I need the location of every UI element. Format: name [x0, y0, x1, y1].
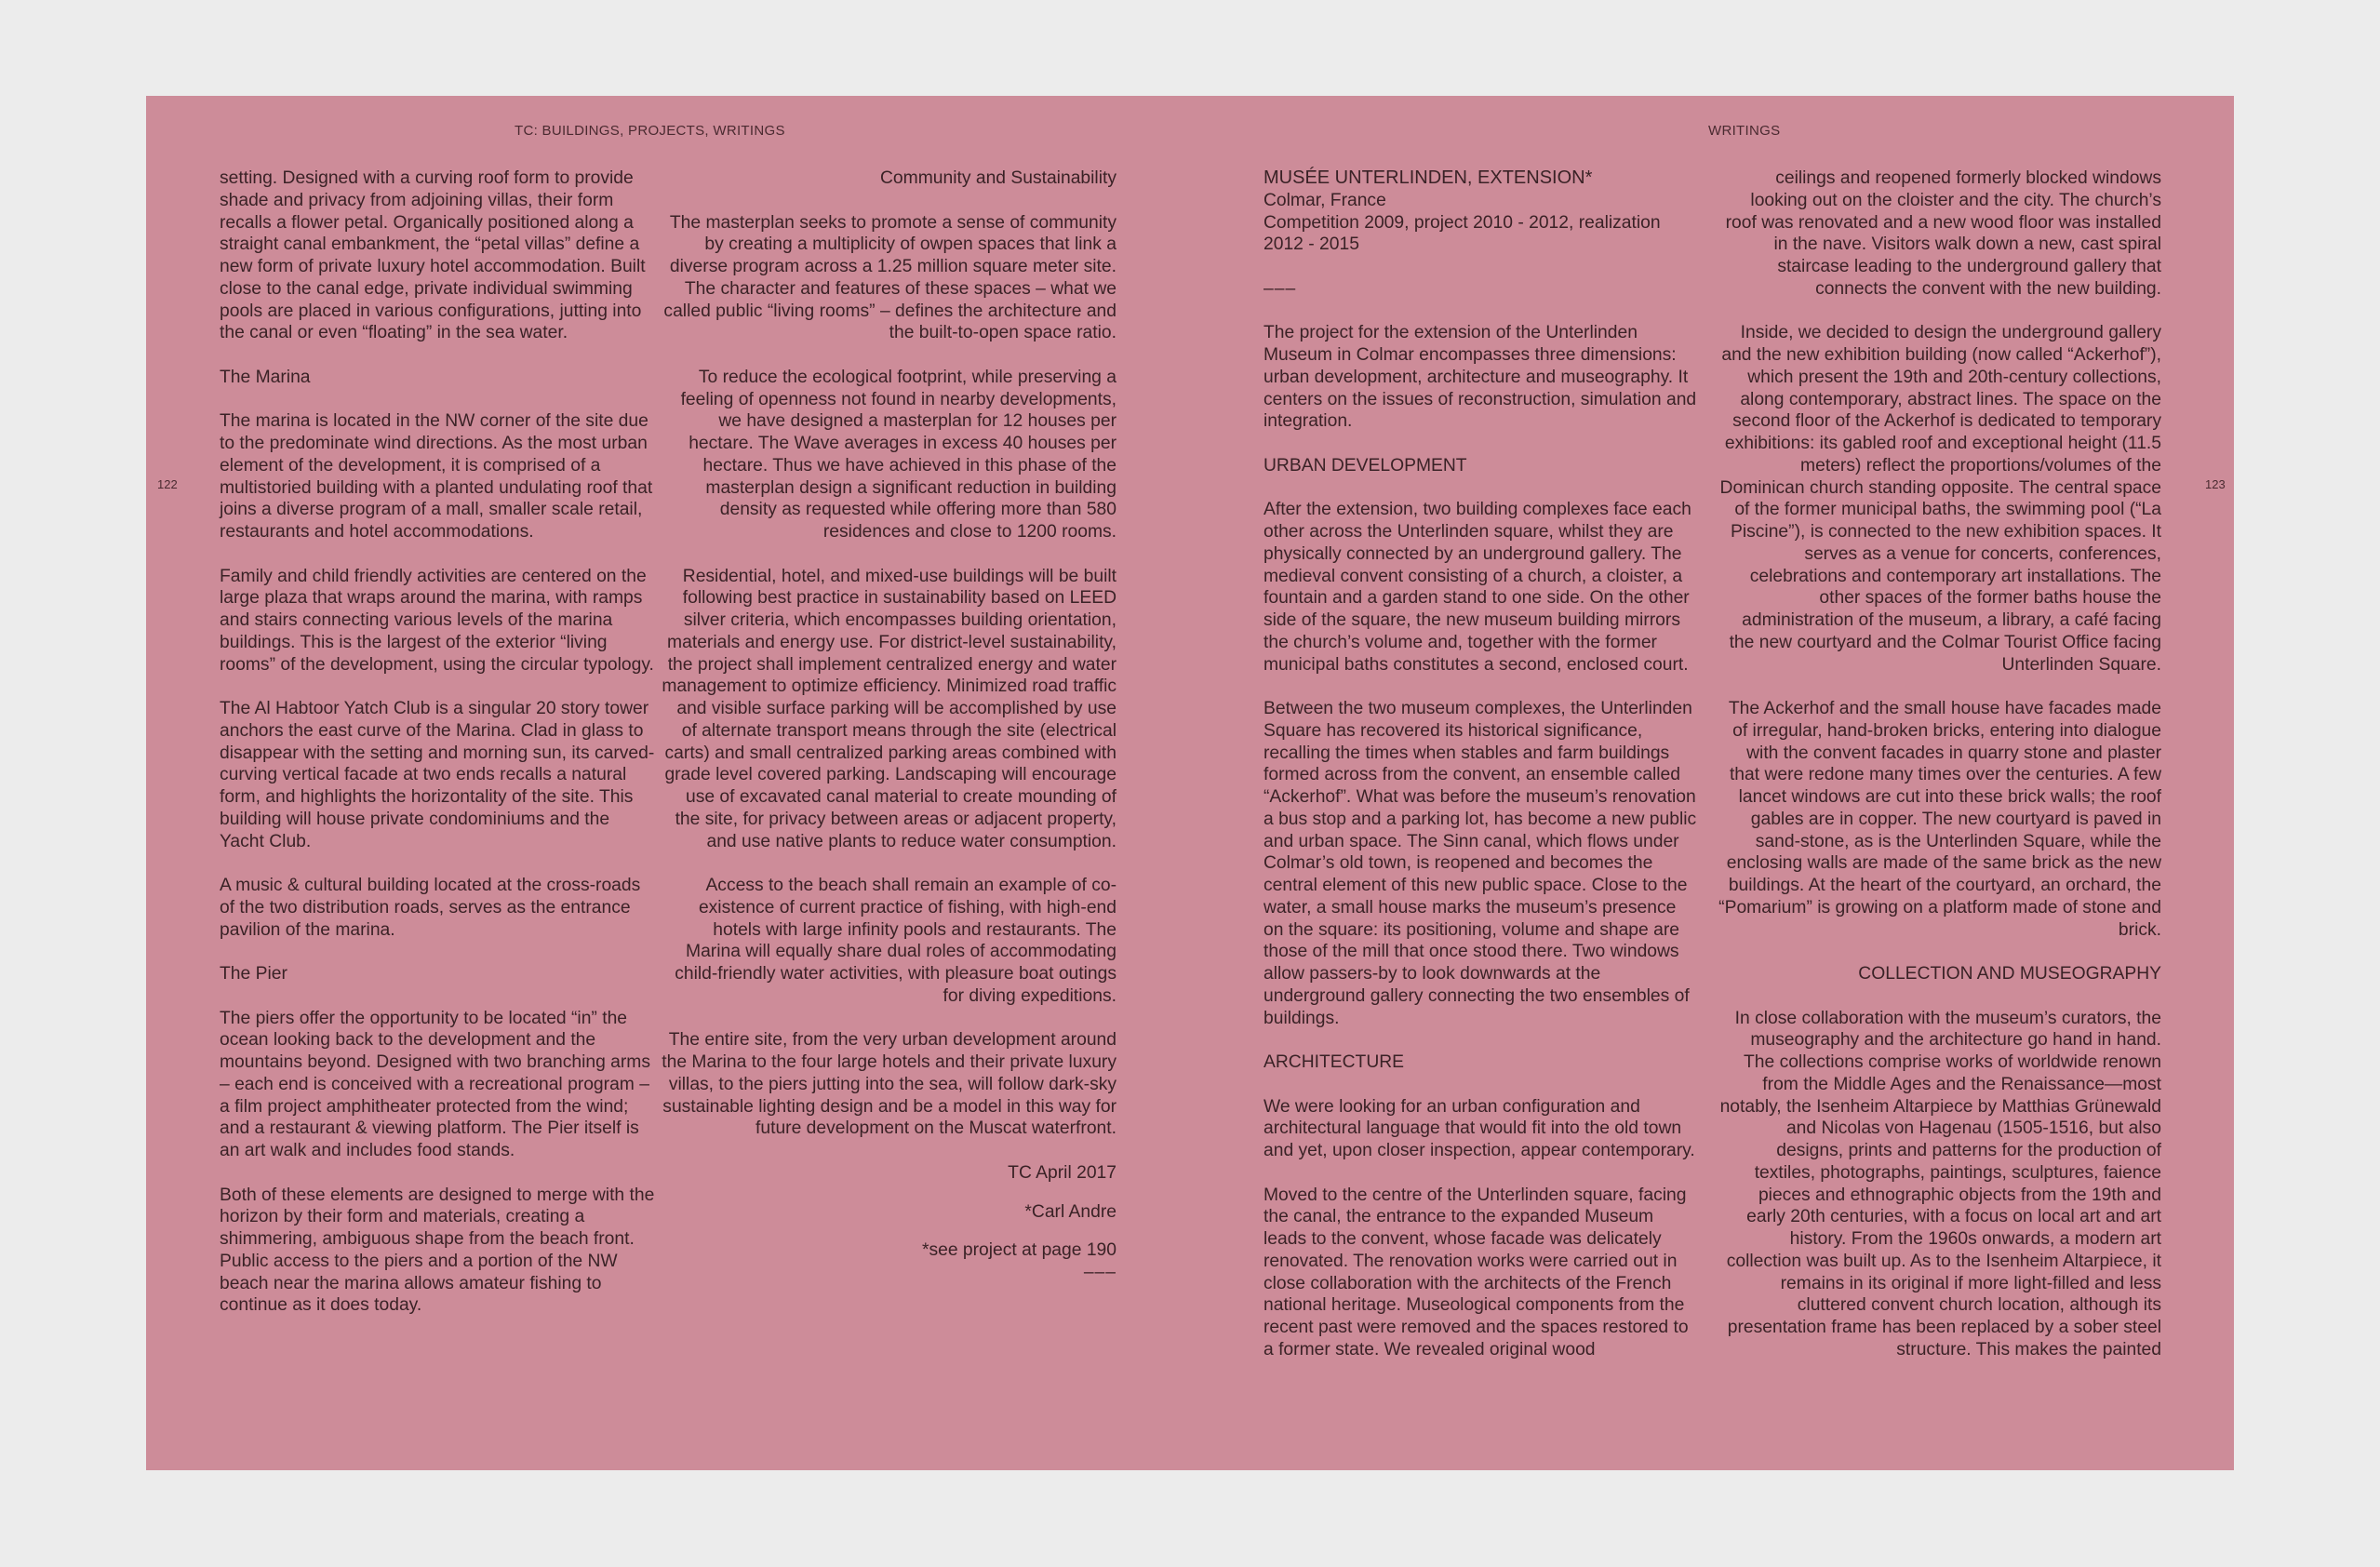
section-heading: Community and Sustainability — [880, 168, 1116, 188]
project-dates: Competition 2009, project 2010 - 2012, realization 2012 - 2015 — [1264, 212, 1661, 255]
paragraph: We were looking for an urban configuration and architectural language that would fit into the old town and yet, upon closer inspection, appear contemporary. — [1264, 1096, 1695, 1160]
paragraph: The piers offer the opportunity to be located “in” the ocean looking back to the development and the mountains beyond. Designed with two branching arms – each end is conceived with a recreational program – a film project amphitheater protected from the wind; and a restaurant & viewing platform. The Pier itself is an art walk and includes food stands. — [220, 1008, 651, 1160]
paragraph: In close collaboration with the museum’s curators, the museography and the architecture go hand in hand. The collections comprise works of worldwide renown from the Middle Ages and the Renaissance—most notably, the Isenheim Altarpiece by Matthias Grünewald and Nicolas von Hagenau (1505-1516, but also designs, prints and patterns for the production of textiles, photographs, paintings, sculptures, faience pieces and ethnographic objects from the 19th and early 20th centuries, with a focus on local art and art history. From the 1960s onwards, a modern art collection was built up. As to the Isenheim Altarpiece, it remains in its original if more light-filled and less cluttered convent church location, although its presentation frame has been replaced by a sober steel structure. This makes the painted — [1719, 1008, 2161, 1359]
paragraph: To reduce the ecological footprint, while preserving a feeling of openness not found in nearby developments, we have designed a masterplan for 12 houses per hectare. The Wave averages in excess 40 houses per hectare. Thus we have achieved in this phase of the masterplan design a significant reduction in building density as requested while offering more than 580 residences and close to 1200 rooms. — [680, 367, 1116, 542]
section-heading: ARCHITECTURE — [1264, 1052, 1405, 1072]
paragraph: The marina is located in the NW corner of the site due to the predominate wind directions. As the most urban element of the development, it is comprised of a multistoried building with a planted undulating roof that joins a diverse program of a mall, smaller scale retail, restaurants and hotel accommodations. — [220, 411, 653, 542]
column-3 — [1264, 167, 1701, 1361]
paragraph: Inside, we decided to design the underground gallery and the new exhibition building (now called “Ackerhof”), which present the 19th and 20th-century collections, along contemporary, abstract lines. The space on the second floor of the Ackerhof is dedicated to temporary exhibitions: its gabled roof and exceptional height (11.5 meters) reflect the proportions/volumes of the Dominican church standing opposite. The central space of the former municipal baths, the swimming pool (“La Piscine”), is connected to the new exhibition spaces. It serves as a venue for concerts, conferences, celebrations and contemporary art installations. The other spaces of the former baths house the administration of the museum, a library, a café facing the new courtyard and the Colmar Tourist Office facing Unterlinden Square. — [1719, 323, 2161, 675]
project-location: Colmar, France — [1264, 190, 1386, 210]
paragraph: setting. Designed with a curving roof form to provide shade and privacy from adjoining villas, their form recalls a flower petal. Organically positioned along a straight canal embankment, the “petal villas” define a new form of private luxury hotel accommodation. Built close to the canal edge, private individual swimming pools are placed in various configurations, jutting into the canal or even “floating” in the sea water. — [220, 168, 646, 343]
footnote: *Carl Andre — [1024, 1201, 1116, 1222]
divider: ––– — [1264, 278, 1297, 299]
paragraph: Residential, hotel, and mixed-use buildings will be built following best practice in sustainability based on LEED silver criteria, which encompasses building orientation, materials and energy use. For district-level sustainability, the project shall implement centralized energy and water management to optimize efficiency. Minimized road traffic and visible surface parking will be accomplished by use of alternate transport means through the site (electrical carts) and small centralized parking areas combined with grade level covered parking. Landscaping will encourage use of excavated canal material to create mounding of the site, for privacy between areas or adjacent property, and use native plants to reduce water consumption. — [662, 566, 1116, 851]
paragraph: ceilings and reopened formerly blocked windows looking out on the cloister and the city. The church’s roof was renovated and a new wood floor was installed in the nave. Visitors walk down a new, cast spiral staircase leading to the underground gallery that connects the convent with the new building. — [1725, 168, 2161, 299]
signature-date: TC April 2017 — [1008, 1162, 1116, 1183]
footnote: *see project at page 190 — [921, 1240, 1116, 1261]
paragraph: Access to the beach shall remain an example of co-existence of current practice of fishing, with high-end hotels with large infinity pools and restaurants. The Marina will equally share dual roles of accommodating child-friendly water activities, with pleasure boat outings for diving expeditions. — [675, 876, 1116, 1006]
running-head-right: WRITINGS — [1708, 123, 1781, 139]
column-2 — [661, 167, 1116, 1284]
paragraph: After the extension, two building complexes face each other across the Unterlinden square, whilst they are physically connected by an underground gallery. The medieval convent consisting of a church, a cloister, a fountain and a garden stand to one side. On the other side of the square, the new museum building mirrors the church’s volume and, together with the former municipal baths constitutes a second, enclosed court. — [1264, 500, 1691, 675]
page-number-right: 123 — [2205, 477, 2226, 491]
paragraph: The entire site, from the very urban development around the Marina to the four large hotels and their private luxury villas, to the piers jutting into the sea, will follow dark-sky sustainable lighting design and be a model in this way for future development on the Muscat waterfront. — [662, 1030, 1116, 1139]
column-1 — [220, 167, 657, 1317]
paragraph: The Al Habtoor Yatch Club is a singular 20 story tower anchors the east curve of the Marina. Clad in glass to disappear with the setting and morning sun, its carved-curving vertical facade at two ends recalls a natural form, and highlights the horizontality of the site. This building will house private condominiums and the Yacht Club. — [220, 699, 655, 851]
running-head-left: TC: BUILDINGS, PROJECTS, WRITINGS — [515, 123, 785, 139]
end-divider: ––– — [1083, 1263, 1116, 1282]
section-heading: COLLECTION AND MUSEOGRAPHY — [1858, 964, 2161, 984]
page-number-left: 122 — [157, 477, 178, 491]
project-title: MUSÉE UNTERLINDEN, EXTENSION* — [1264, 167, 1593, 188]
paragraph: Both of these elements are designed to merge with the horizon by their form and materials, creating a shimmering, ambiguous shape from the beach front. Public access to the piers and a portion of the NW beach near the marina allows amateur fishing to continue as it does today. — [220, 1185, 655, 1316]
paragraph: The masterplan seeks to promote a sense of community by creating a multiplicity of owpen spaces that link a diverse program across a 1.25 million square meter site. The character and features of these spaces – what we called public “living rooms” – defines the architecture and the built-to-open space ratio. — [663, 212, 1116, 343]
paragraph: Moved to the centre of the Unterlinden square, facing the canal, the entrance to the expanded Museum leads to the convent, whose facade was delicately renovated. The renovation works were carried out in close collaboration with the architects of the French national heritage. Museological components from the recent past were removed and the spaces restored to a former state. We revealed original wood — [1264, 1185, 1689, 1359]
paragraph: Between the two museum complexes, the Unterlinden Square has recovered its historical significance, recalling the times when stables and farm buildings formed across from the convent, an ensemble called “Ackerhof”. What was before the museum’s renovation a bus stop and a parking lot, has become a new public and urban space. The Sinn canal, which flows under Colmar’s old town, is reopened and becomes the central element of this new public space. Close to the water, a small house marks the museum’s presence on the square: its positioning, volume and shape are those of the mill that once stood there. Two windows allow passers-by to look downwards at the underground gallery connecting the two ensembles of buildings. — [1264, 699, 1697, 1028]
paragraph: A music & cultural building located at the cross-roads of the two distribution roads, serves as the entrance pavilion of the marina. — [220, 876, 641, 940]
paragraph: Family and child friendly activities are centered on the large plaza that wraps around the marina, with ramps and stairs connecting various levels of the marina buildings. This is the largest of the exterior “living rooms” of the development, using the circular typology. — [220, 566, 654, 675]
paragraph: The project for the extension of the Unterlinden Museum in Colmar encompasses three dimensions: urban development, architecture and museography. It centers on the issues of reconstruction, simulation and integration. — [1264, 323, 1697, 432]
section-heading: URBAN DEVELOPMENT — [1264, 455, 1467, 475]
paragraph: The Ackerhof and the small house have facades made of irregular, hand-broken bricks, entering into dialogue with the convent facades in quarry stone and plaster that were redone many times over the centuries. A few lancet windows are cut into these brick walls; the roof gables are in copper. The new courtyard is paved in sand-stone, as is the Unterlinden Square, while the enclosing walls are made of the same brick as the new buildings. At the heart of the courtyard, an orchard, the “Pomarium” is growing on a platform made of stone and brick. — [1718, 699, 2161, 940]
section-heading: The Pier — [220, 964, 287, 984]
section-heading: The Marina — [220, 367, 311, 387]
column-4 — [1717, 167, 2161, 1361]
